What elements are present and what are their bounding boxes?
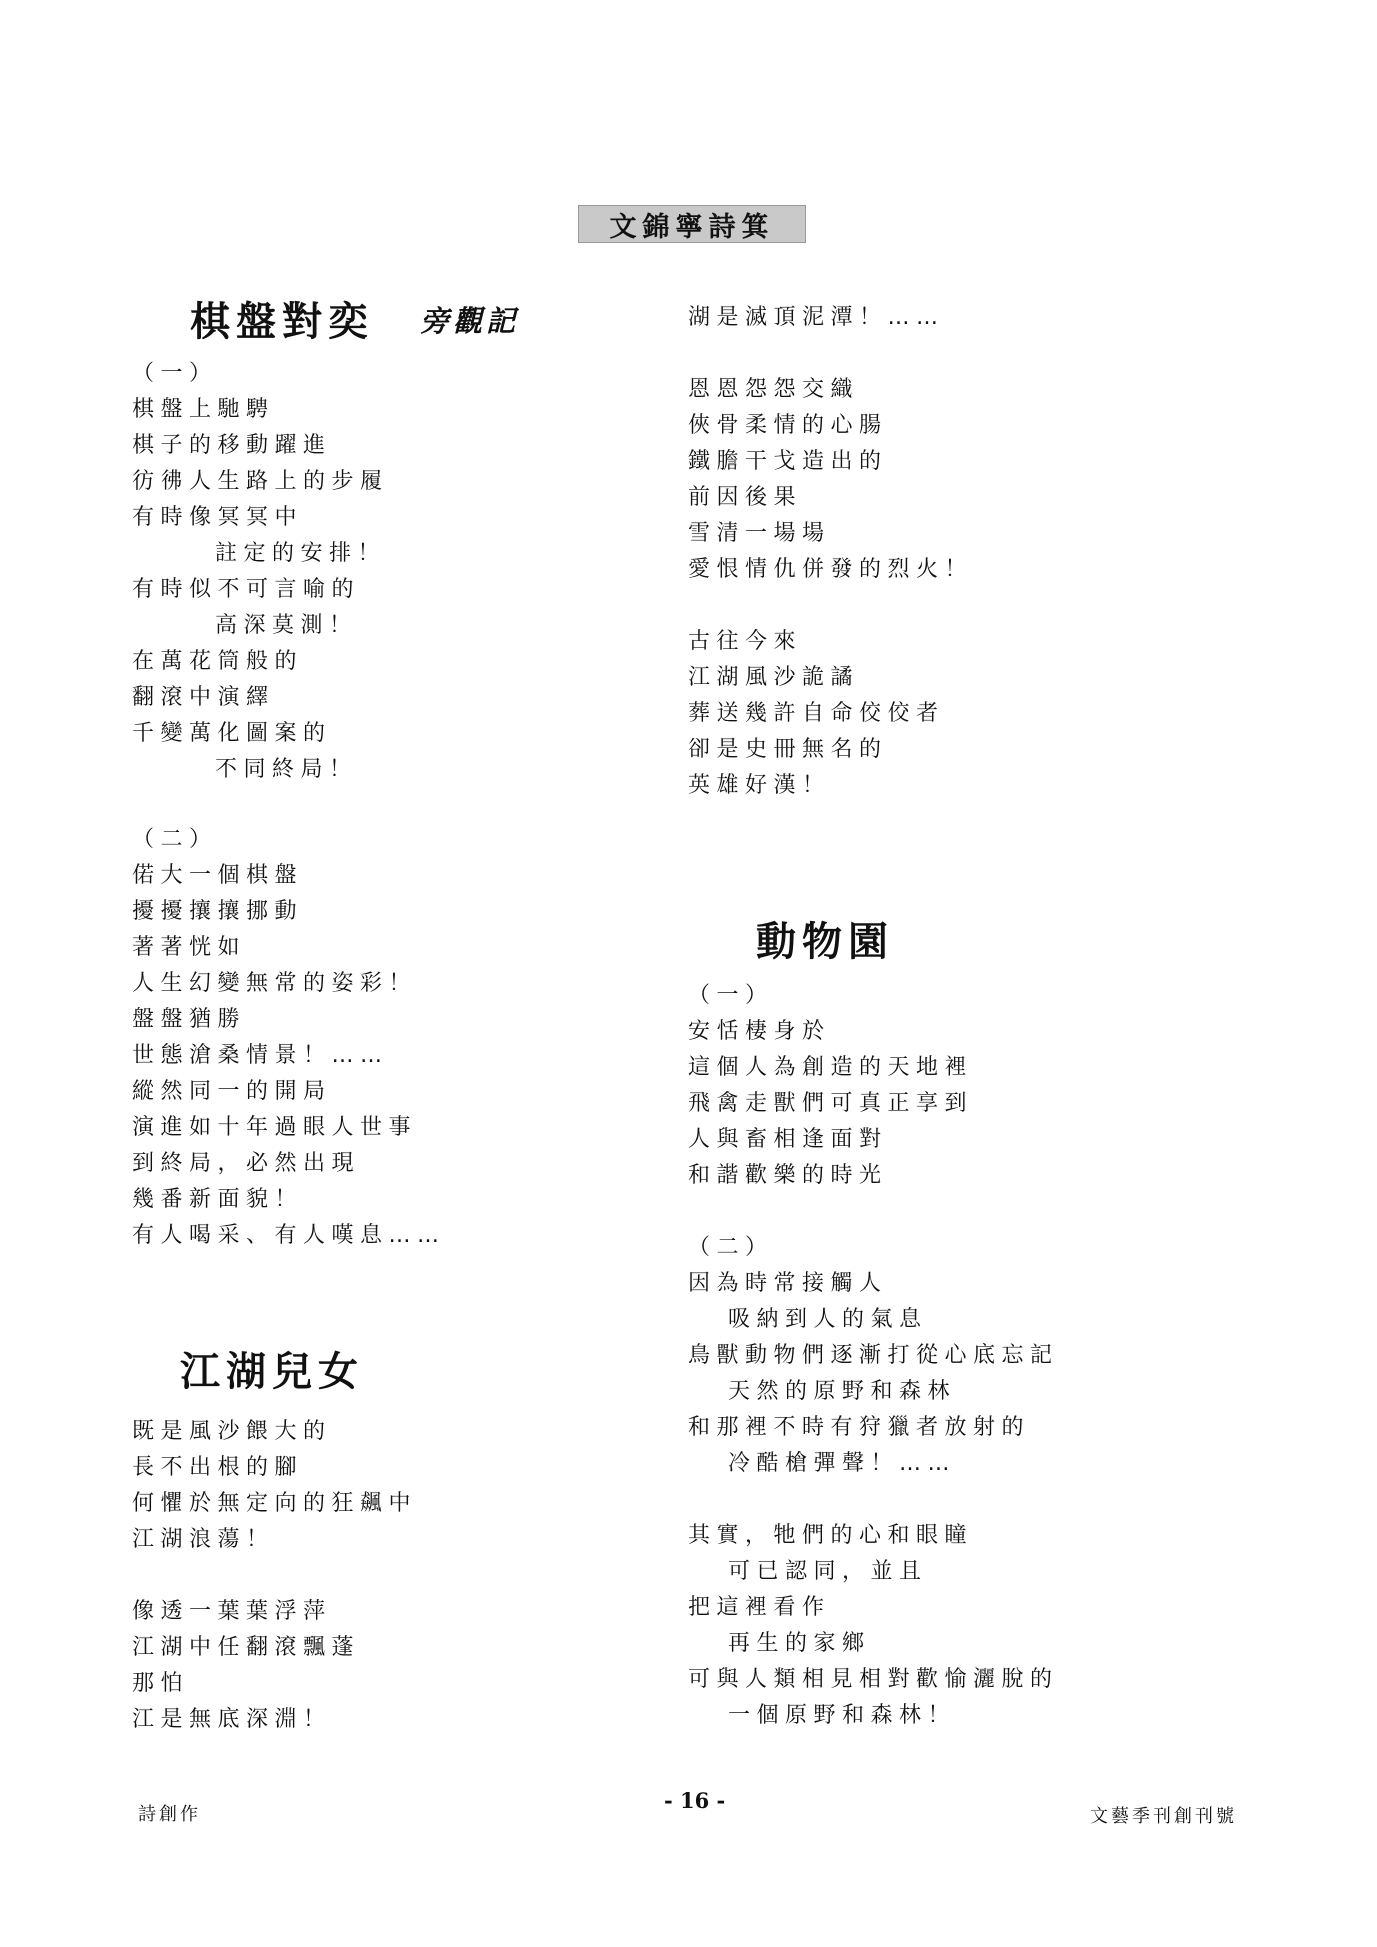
poem-line: 到終局，必然出現 <box>132 1151 361 1176</box>
poem-line: 人與畜相逢面對 <box>688 1127 888 1152</box>
poem-line: 安恬棲身於 <box>688 1019 831 1044</box>
poem-line: 長不出根的腳 <box>132 1455 304 1480</box>
poem-line: 像透一葉葉浮萍 <box>132 1599 332 1624</box>
poem-line: 有時似不可言喻的 <box>132 577 361 602</box>
page-number: - 16 - <box>664 1788 726 1813</box>
poem-line: 再生的家鄉 <box>728 1631 871 1656</box>
poem-line: 江是無底深淵！ <box>132 1707 332 1732</box>
poem-line: 俠骨柔情的心腸 <box>688 413 888 438</box>
poem-line: 棋子的移動躍進 <box>132 433 332 458</box>
poem-line: 擾擾攘攘挪動 <box>132 899 304 924</box>
poem-line: 翻滾中演繹 <box>132 685 275 710</box>
poem-line: 江湖風沙詭譎 <box>688 665 860 690</box>
poem-line: 彷彿人生路上的步履 <box>132 469 389 494</box>
poem-line: 幾番新面貌！ <box>132 1187 304 1212</box>
poem-line: 有時像冥冥中 <box>132 505 304 530</box>
poem-line: 把這裡看作 <box>688 1595 831 1620</box>
poem-line: 盤盤猶勝 <box>132 1007 247 1032</box>
poem-line: 一個原野和森林！ <box>728 1703 957 1728</box>
stanza-marker: （一） <box>132 361 218 386</box>
footer-section-label: 詩創作 <box>138 1804 201 1825</box>
poem-line: 千變萬化圖案的 <box>132 721 332 746</box>
poem-line: 可已認同，並且 <box>728 1559 928 1584</box>
poem-line: 飛禽走獸們可真正享到 <box>688 1091 974 1116</box>
poem-line: 和諧歡樂的時光 <box>688 1163 888 1188</box>
poem-byline: 旁觀記 <box>420 304 520 338</box>
poem-line: 愛恨情仇併發的烈火！ <box>688 557 974 582</box>
stanza-marker: （二） <box>688 1235 774 1260</box>
poem-title-jianghu: 江湖兒女 <box>180 1348 364 1395</box>
poem-line: 雪清一場場 <box>688 521 831 546</box>
poem-title-zoo: 動物園 <box>756 918 894 965</box>
poem-line: 偌大一個棋盤 <box>132 863 304 888</box>
poem-line: 江湖中任翻滾飄蓬 <box>132 1635 361 1660</box>
poem-line: 著著恍如 <box>132 935 247 960</box>
poem-line: 其實，牠們的心和眼瞳 <box>688 1523 974 1548</box>
poem-line: 葬送幾許自命佼佼者 <box>688 701 945 726</box>
poem-line: 在萬花筒般的 <box>132 649 304 674</box>
poem-line: 鳥獸動物們逐漸打從心底忘記 <box>688 1343 1059 1368</box>
section-header: 文錦寧詩箕 <box>578 205 806 243</box>
poem-line: 英雄好漢！ <box>688 773 831 798</box>
poem-line: 何懼於無定向的狂飆中 <box>132 1491 418 1516</box>
poem-line: 有人喝采、有人嘆息…… <box>132 1223 446 1248</box>
poem-line: 這個人為創造的天地裡 <box>688 1055 974 1080</box>
poem-line: 那怕 <box>132 1671 190 1696</box>
poem-line: 江湖浪蕩！ <box>132 1527 275 1552</box>
poem-line: 卻是史冊無名的 <box>688 737 888 762</box>
poem-line: 天然的原野和森林 <box>728 1379 957 1404</box>
poem-line: 縱然同一的開局 <box>132 1079 332 1104</box>
poem-title-qipan: 棋盤對奕 <box>190 298 374 345</box>
poem-line: 註定的安排！ <box>215 541 387 566</box>
stanza-marker: （二） <box>132 827 218 852</box>
poem-line: 和那裡不時有狩獵者放射的 <box>688 1415 1031 1440</box>
poem-line: 人生幻變無常的姿彩！ <box>132 971 418 996</box>
poem-line: 古往今來 <box>688 629 803 654</box>
stanza-marker: （一） <box>688 983 774 1008</box>
poem-line: 世態滄桑情景！…… <box>132 1043 389 1068</box>
poem-line: 高深莫測！ <box>215 613 358 638</box>
poem-line: 不同終局！ <box>215 757 358 782</box>
poem-line: 恩恩怨怨交織 <box>688 377 860 402</box>
footer-publication-label: 文藝季刊創刊號 <box>1090 1806 1237 1827</box>
poem-line: 因為時常接觸人 <box>688 1271 888 1296</box>
poem-line: 湖是滅頂泥潭！…… <box>688 305 945 330</box>
poem-line: 前因後果 <box>688 485 803 510</box>
poem-line: 可與人類相見相對歡愉灑脫的 <box>688 1667 1059 1692</box>
poem-line: 棋盤上馳騁 <box>132 397 275 422</box>
poem-line: 冷酷槍彈聲！…… <box>728 1451 957 1476</box>
poem-line: 吸納到人的氣息 <box>728 1307 928 1332</box>
poem-line: 鐵膽干戈造出的 <box>688 449 888 474</box>
poem-line: 演進如十年過眼人世事 <box>132 1115 418 1140</box>
poem-line: 既是風沙餵大的 <box>132 1419 332 1444</box>
